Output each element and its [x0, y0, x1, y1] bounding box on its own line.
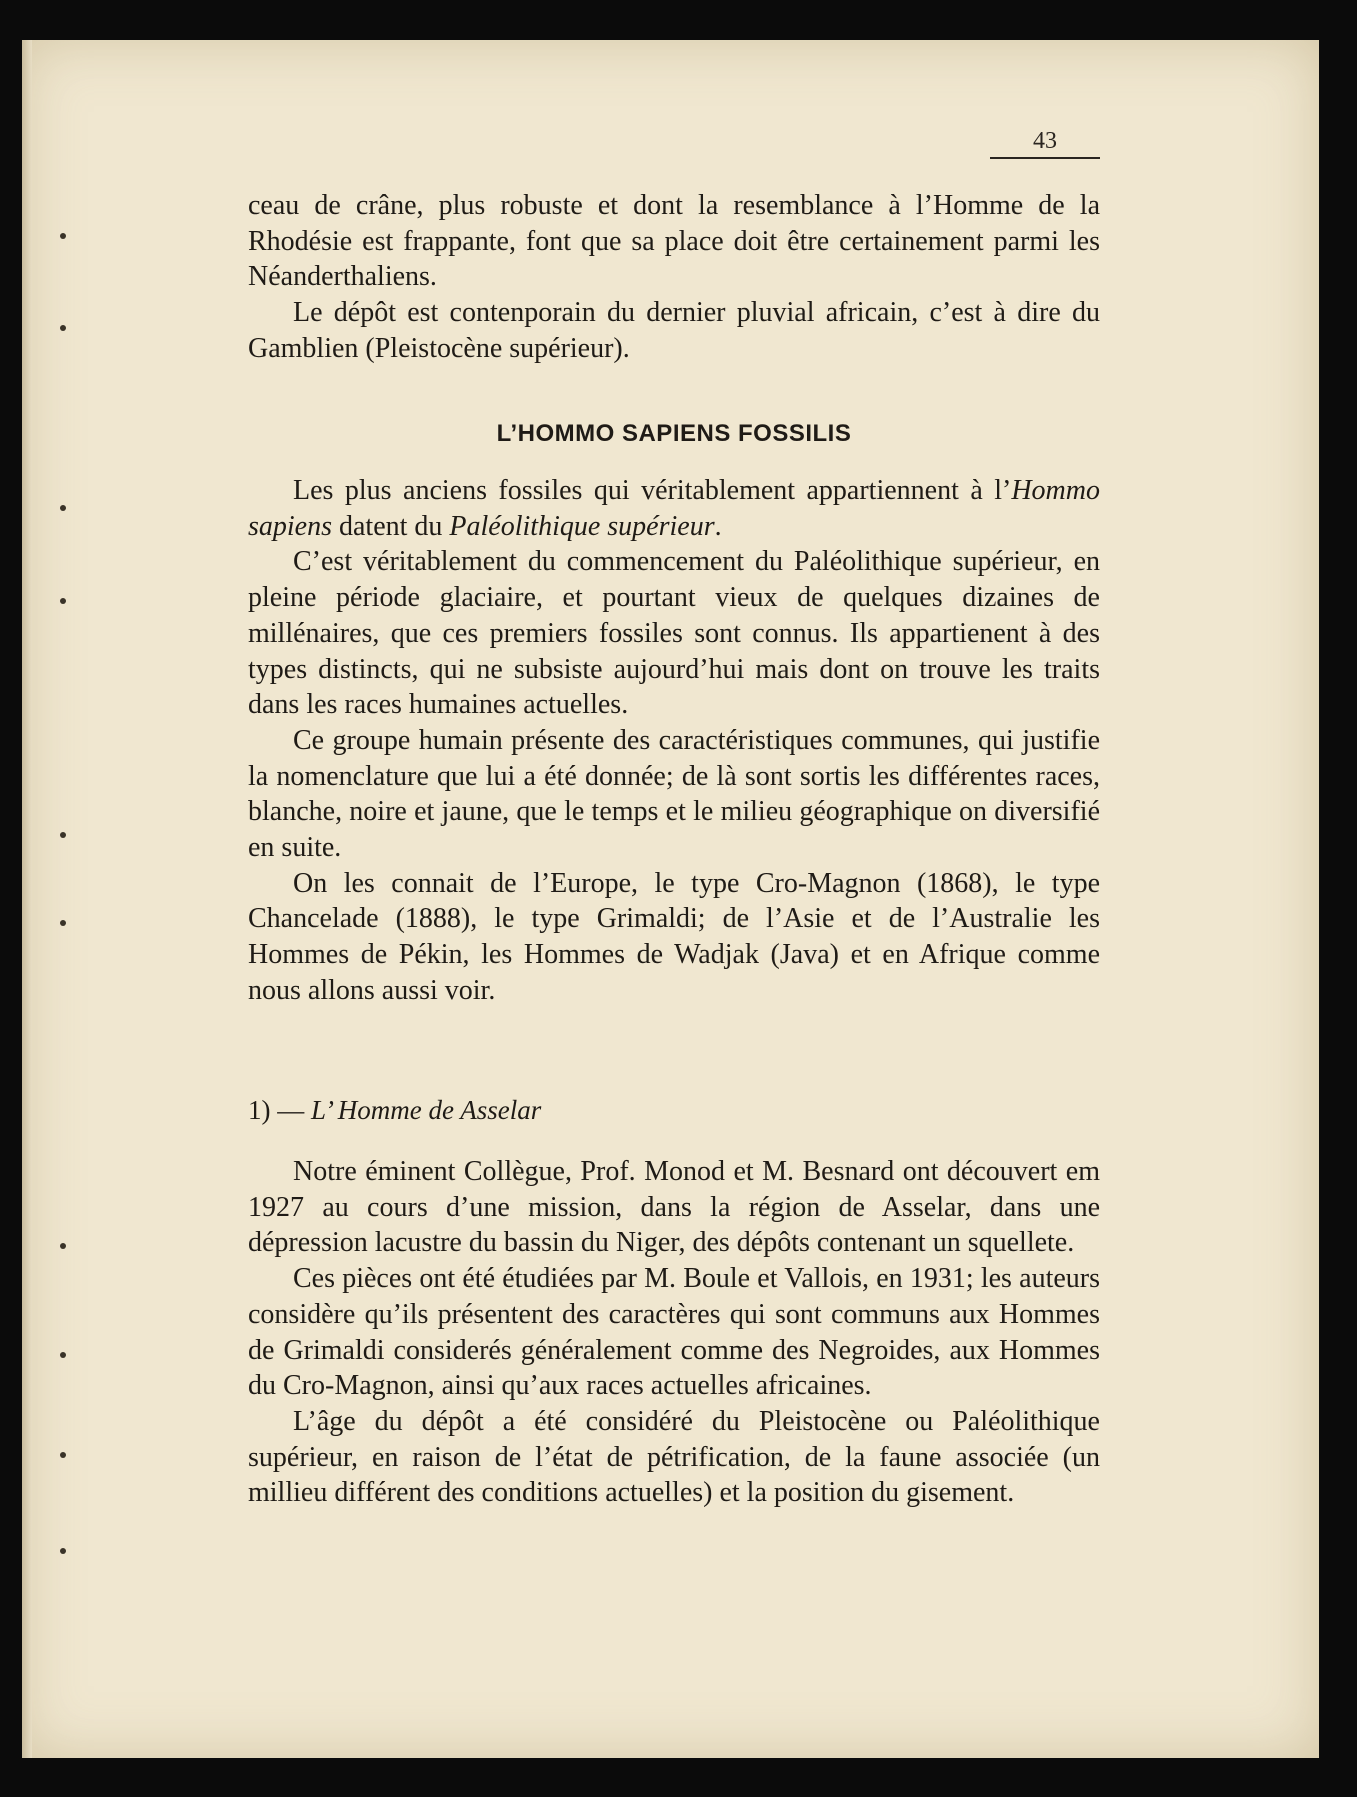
- page-number: 43: [990, 128, 1100, 159]
- binding-hole: [60, 1352, 66, 1358]
- paragraph: L’âge du dépôt a été considéré du Pleistocène ou Paléolithique supérieur, en raison de l’état de pétrification, de la faune associée (un millieu différent des conditions actuelles) et la position du gisement.: [248, 1405, 1100, 1509]
- subsection-number: 1) —: [248, 1095, 311, 1125]
- binding-hole: [60, 1243, 66, 1249]
- paragraph: Notre éminent Collègue, Prof. Monod et M. Besnard ont découvert em 1927 au cours d’une mission, dans la région de Asselar, dans une dépression lacustre du bassin du Niger, des dépôts contenant un squellete.: [248, 1156, 1100, 1259]
- binding-hole: [60, 1548, 66, 1554]
- binding-edge: [22, 40, 32, 1758]
- binding-hole: [60, 233, 66, 239]
- paragraph: Le dépôt est contenporain du dernier pluvial africain, c’est à dire du Gamblien (Pleistocène supérieur).: [248, 297, 1100, 364]
- binding-hole: [60, 920, 66, 926]
- paragraph-text: datent du: [332, 510, 450, 542]
- binding-hole: [60, 505, 66, 511]
- subsection-title: L’ Homme de Asselar: [311, 1095, 542, 1125]
- paragraph-text: Les plus anciens fossiles qui véritablement appartiennent à l’: [293, 475, 1012, 506]
- binding-hole: [60, 1452, 66, 1458]
- paragraph: C’est véritablement du commencement du Paléolithique supérieur, en pleine période glaciaire, et pourtant vieux de quelques dizaines de millénaires, que ces premiers fossiles sont connus. Ils appartienent à des types distincts, qui ne subsiste aujourd’hui mais dont on trouve les traits dans les races humaines actuelles.: [248, 546, 1100, 721]
- binding-hole: [60, 325, 66, 331]
- binding-hole: [60, 598, 66, 604]
- text-block-asselar: [248, 1154, 1100, 1511]
- paragraph: On les connait de l’Europe, le type Cro-Magnon (1868), le type Chancelade (1888), le type Grimaldi; de l’Asie et de l’Australie les Hommes de Pékin, les Hommes de Wadjak (Java) et en Afrique comme nous allons aussi voir.: [248, 867, 1100, 1006]
- section-heading: L’HOMMO SAPIENS FOSSILIS: [496, 420, 852, 447]
- subsection-heading: [248, 1095, 541, 1126]
- text-block-intro: [248, 188, 1100, 367]
- italic-term: Hommo sapiens: [248, 475, 1100, 542]
- paragraph: [248, 473, 1100, 544]
- text-block-sapiens: [248, 473, 1100, 1009]
- paragraph: ceau de crâne, plus robuste et dont la resemblance à l’Homme de la Rhodésie est frappante, font que sa place doit être certainement parmi les Néanderthaliens.: [248, 190, 1100, 293]
- paragraph-text: .: [714, 510, 722, 542]
- italic-term: Paléolithique supérieur: [449, 510, 715, 542]
- paragraph: Ces pièces ont été étudiées par M. Boule et Vallois, en 1931; les auteurs considère qu’ils présentent des caractères qui sont communs aux Hommes de Grimaldi considerés généralement comme des Negroides, aux Hommes du Cro-Magnon, ainsi qu’aux races actuelles africaines.: [248, 1263, 1100, 1402]
- binding-hole: [60, 832, 66, 838]
- paragraph: Ce groupe humain présente des caractéristiques communes, qui justifie la nomenclature que lui a été donnée; de là sont sortis les différentes races, blanche, noire et jaune, que le temps et le milieu géographique on diversifié en suite.: [248, 724, 1100, 864]
